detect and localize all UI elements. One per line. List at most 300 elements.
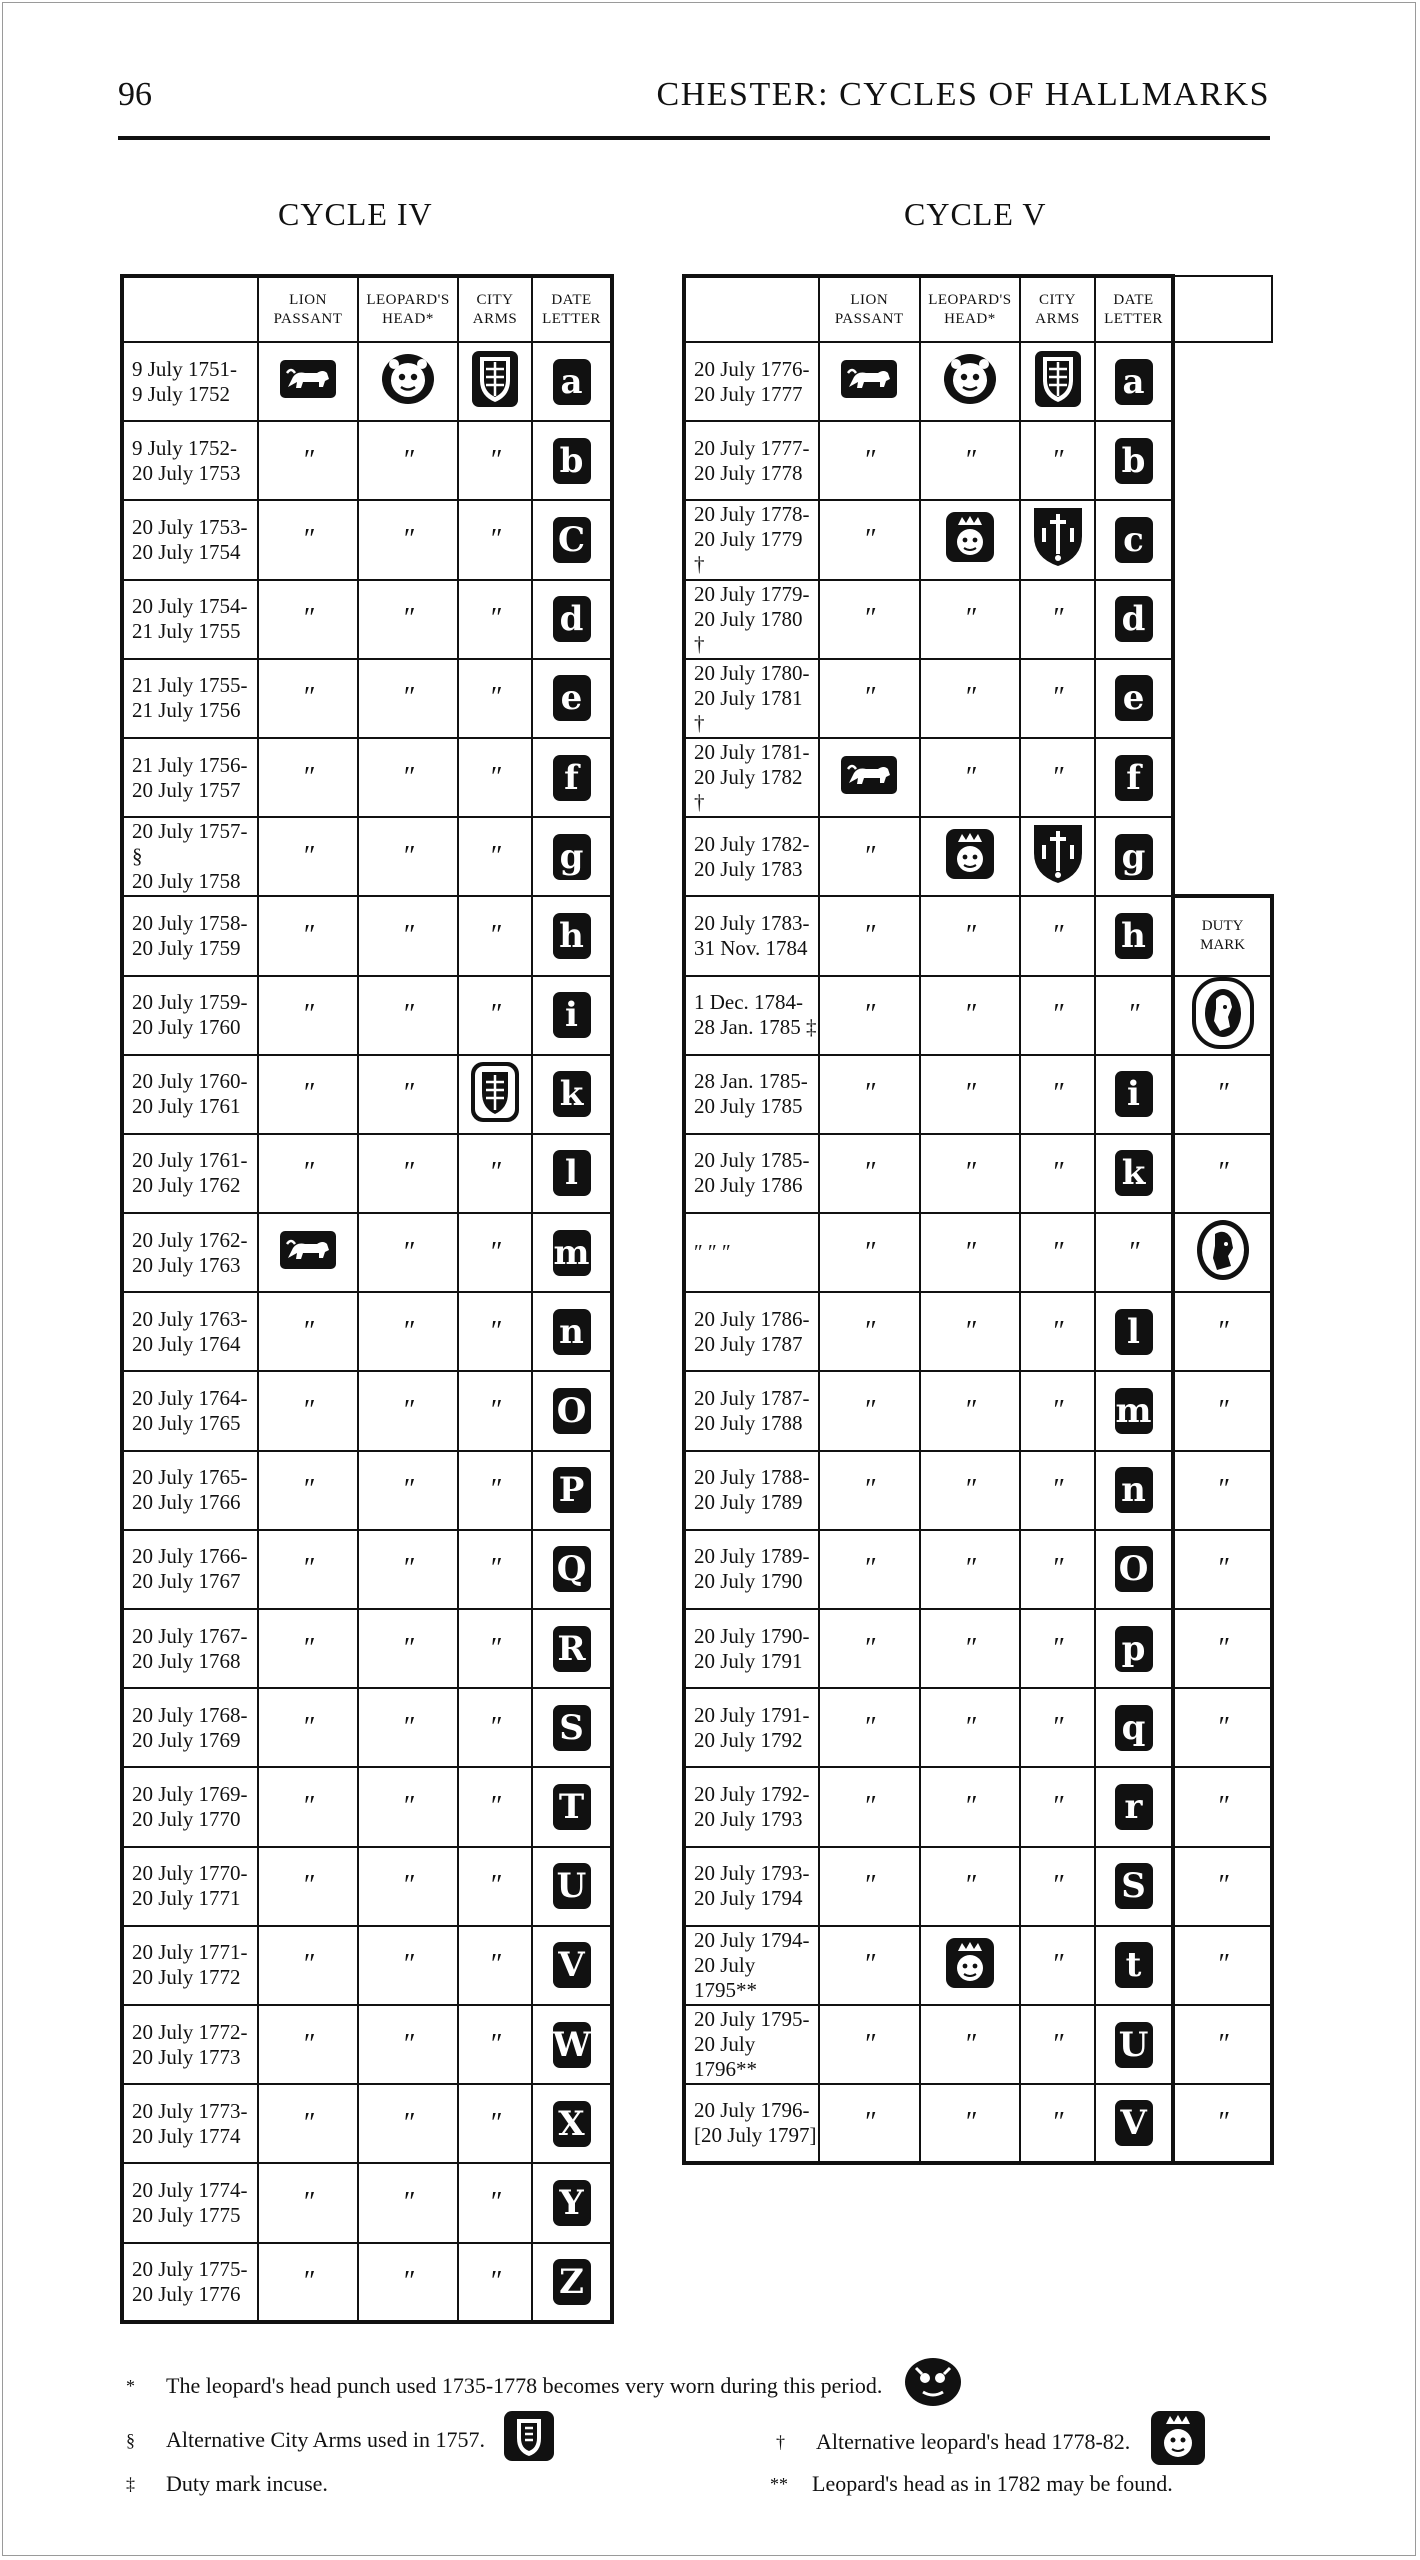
date-range-header (684, 276, 819, 342)
leopards-head-icon (381, 352, 435, 411)
duty-mark-empty (1173, 421, 1272, 500)
date-letter-mark: l (553, 1150, 591, 1196)
date-letter-cell (532, 2084, 612, 2163)
date-letter-mark: m (553, 1230, 591, 1276)
date-range-cell (122, 1371, 258, 1450)
date-range-cell (122, 817, 258, 896)
date-range-text: 20 July 1761- 20 July 1762 (132, 1148, 248, 1198)
date-letter-mark: h (553, 913, 591, 959)
table-row (684, 1847, 1272, 1926)
lion-passant-ditto: ″ (258, 421, 358, 500)
leopards-head-ditto: ″ (920, 1847, 1021, 1926)
leopards-head-ditto: ″ (920, 1688, 1021, 1767)
leopards-head-ditto: ″ (920, 1213, 1021, 1292)
date-range-cell (122, 342, 258, 421)
city-arms-ditto: ″ (1020, 1451, 1095, 1530)
lion-passant-ditto: ″ (258, 1451, 358, 1530)
table-row (122, 1055, 612, 1134)
date-letter-mark: a (553, 359, 591, 405)
date-range-text: ″ ″ ″ (694, 1240, 731, 1265)
date-range-cell (684, 1847, 819, 1926)
table-row (122, 738, 612, 817)
lion-passant-ditto: ″ (258, 817, 358, 896)
cycle-v-table (682, 274, 1274, 2165)
date-letter-mark: R (553, 1626, 591, 1672)
date-letter-mark: t (1115, 1942, 1153, 1988)
date-range-text: 20 July 1787- 20 July 1788 (694, 1386, 810, 1436)
date-letter-cell (532, 342, 612, 421)
leopards-head-ditto: ″ (358, 421, 458, 500)
date-range-cell (122, 2084, 258, 2163)
date-range-cell (122, 896, 258, 975)
table-row (122, 896, 612, 975)
duty-icon (1195, 1218, 1251, 1287)
lion-passant-ditto: ″ (819, 1767, 920, 1846)
duty-mark-empty (1173, 817, 1272, 896)
lion-passant-ditto: ″ (258, 738, 358, 817)
date-range-header (122, 276, 258, 342)
date-letter-mark: n (1115, 1467, 1153, 1513)
date-letter-mark: c (1115, 517, 1153, 563)
date-range-cell (684, 342, 819, 421)
date-letter-cell (1095, 1451, 1174, 1530)
leopards-head-ditto: ″ (358, 817, 458, 896)
date-range-text: 20 July 1753- 20 July 1754 (132, 514, 248, 564)
date-letter-mark: U (553, 1863, 591, 1909)
city-arms-header: CITY ARMS (1020, 276, 1095, 342)
city-arms-ditto: ″ (458, 421, 532, 500)
lion-passant-ditto: ″ (258, 1134, 358, 1213)
date-letter-mark: Y (553, 2180, 591, 2226)
date-letter-mark: i (1115, 1071, 1153, 1117)
lion-passant-ditto: ″ (258, 1609, 358, 1688)
date-range-cell (684, 659, 819, 738)
lion-passant-icon (840, 359, 898, 404)
duty-mark-ditto: ″ (1173, 1371, 1272, 1450)
leopards-head-ditto: ″ (358, 1371, 458, 1450)
city-arms-ditto: ″ (458, 1609, 532, 1688)
city-arms-ditto: ″ (458, 817, 532, 896)
date-range-cell (122, 500, 258, 579)
leopards-head-ditto: ″ (358, 1055, 458, 1134)
date-letter-cell (1095, 2084, 1174, 2163)
footnote-mark: § (126, 2429, 135, 2450)
duty-mark-ditto: ″ (1173, 1767, 1272, 1846)
city-arms-ditto: ″ (1020, 1767, 1095, 1846)
date-range-text: 9 July 1752- 20 July 1753 (132, 435, 241, 485)
city-arms-ditto: ″ (458, 738, 532, 817)
date-letter-mark: l (1115, 1309, 1153, 1355)
city-arms-ditto: ″ (458, 659, 532, 738)
date-letter-cell (1095, 817, 1174, 896)
date-letter-header: DATE LETTER (1095, 276, 1174, 342)
date-letter-mark: b (553, 438, 591, 484)
lion-passant-icon (279, 359, 337, 404)
footnote-mark: † (776, 2431, 785, 2452)
table-row (684, 1688, 1272, 1767)
date-range-cell (684, 976, 819, 1055)
date-range-text: 20 July 1781- 20 July 1782 † (694, 740, 810, 815)
date-range-text: 21 July 1755- 21 July 1756 (132, 673, 248, 723)
date-range-text: 9 July 1751- 9 July 1752 (132, 356, 237, 406)
duty-mark-ditto: ″ (1173, 1134, 1272, 1213)
leopards-head-cell (920, 342, 1021, 421)
date-letter-mark: k (553, 1071, 591, 1117)
lion-passant-ditto: ″ (819, 896, 920, 975)
table-row (684, 1609, 1272, 1688)
date-letter-mark: r (1115, 1784, 1153, 1830)
lion-passant-ditto: ″ (819, 1292, 920, 1371)
date-letter-mark: X (553, 2101, 591, 2147)
date-range-text: 20 July 1792- 20 July 1793 (694, 1781, 810, 1831)
footnote-text: Duty mark incuse. (166, 2471, 328, 2496)
city-arms-cell (1020, 500, 1095, 579)
leopards-head-ditto: ″ (920, 421, 1021, 500)
city-arms-ditto: ″ (458, 580, 532, 659)
date-letter-cell (532, 1451, 612, 1530)
leopards-head-ditto: ″ (358, 1688, 458, 1767)
leopards-head-cell (358, 342, 458, 421)
date-range-text: 20 July 1765- 20 July 1766 (132, 1465, 248, 1515)
date-letter-mark: e (1115, 675, 1153, 721)
table-row (122, 1767, 612, 1846)
table-row (684, 738, 1272, 817)
leopards-head-ditto: ″ (920, 1530, 1021, 1609)
lion-passant-ditto: ″ (258, 2005, 358, 2084)
table-row (684, 342, 1272, 421)
city-arms-icon (471, 350, 519, 413)
city-arms-ditto: ″ (1020, 421, 1095, 500)
leopards-head-icon (943, 352, 997, 411)
crowned-leopards-head-icon (945, 511, 995, 568)
date-letter-cell (1095, 1055, 1174, 1134)
date-letter-cell (1095, 500, 1174, 579)
city-arms-ditto: ″ (1020, 1688, 1095, 1767)
date-letter-mark: q (1115, 1705, 1153, 1751)
footnote-text: Alternative leopard's head 1778-82. (816, 2428, 1131, 2454)
date-letter-cell (532, 421, 612, 500)
footnote-mark: ** (770, 2474, 788, 2494)
date-range-text: 20 July 1795- 20 July 1796** (694, 2007, 810, 2082)
date-range-text: 20 July 1796- [20 July 1797] (694, 2098, 817, 2148)
lion-passant-header: LION PASSANT (819, 276, 920, 342)
date-letter-cell (1095, 659, 1174, 738)
city-arms-ditto: ″ (1020, 1926, 1095, 2005)
leopards-head-ditto: ″ (920, 1371, 1021, 1450)
lion-passant-header: LION PASSANT (258, 276, 358, 342)
date-range-cell (684, 1371, 819, 1450)
crowned-leopards-head-icon (945, 828, 995, 885)
leopards-head-ditto: ″ (920, 738, 1021, 817)
date-range-text: 20 July 1769- 20 July 1770 (132, 1781, 248, 1831)
city-arms-ditto: ″ (458, 1213, 532, 1292)
date-letter-mark: V (553, 1942, 591, 1988)
city-arms-ditto: ″ (1020, 1292, 1095, 1371)
date-letter-mark: Z (553, 2259, 591, 2305)
leopards-head-ditto: ″ (358, 2084, 458, 2163)
leopards-head-ditto: ″ (358, 1292, 458, 1371)
table-row (122, 2005, 612, 2084)
table-row (684, 817, 1272, 896)
table-row (684, 896, 1272, 975)
table-row (684, 1530, 1272, 1609)
city-arms-ditto: ″ (458, 1767, 532, 1846)
date-range-text: 20 July 1778- 20 July 1779 † (694, 502, 810, 577)
city-arms-ditto: ″ (458, 2243, 532, 2322)
running-head: CHESTER: CYCLES OF HALLMARKS (656, 76, 1270, 113)
lion-passant-icon (840, 755, 898, 800)
date-range-text: 20 July 1757-§ 20 July 1758 (132, 819, 248, 894)
date-range-text: 20 July 1776- 20 July 1777 (694, 356, 810, 406)
date-letter-cell (1095, 1292, 1174, 1371)
lion-passant-ditto: ″ (819, 421, 920, 500)
date-letter-cell (532, 1767, 612, 1846)
duty-mark-ditto: ″ (1173, 1847, 1272, 1926)
date-letter-cell (1095, 421, 1174, 500)
lion-passant-ditto: ″ (819, 580, 920, 659)
city-arms-ditto: ″ (458, 1847, 532, 1926)
city-arms-ditto: ″ (1020, 738, 1095, 817)
table-row (122, 659, 612, 738)
date-range-cell (122, 659, 258, 738)
leopards-head-ditto: ″ (920, 2084, 1021, 2163)
table-row (684, 1055, 1272, 1134)
date-range-text: 20 July 1773- 20 July 1774 (132, 2098, 248, 2148)
alt-crowned-leopards-head-icon (1150, 2410, 1206, 2473)
date-letter-cell (532, 1530, 612, 1609)
duty-mark-ditto: ″ (1173, 1451, 1272, 1530)
date-letter-mark: d (553, 596, 591, 642)
lion-passant-cell (819, 342, 920, 421)
date-range-cell (684, 2084, 819, 2163)
city-arms-ditto: ″ (1020, 1847, 1095, 1926)
city-arms-ditto: ″ (458, 2163, 532, 2242)
duty-mark-spacer (1173, 276, 1272, 342)
lion-passant-ditto: ″ (819, 1530, 920, 1609)
date-letter-mark: S (553, 1705, 591, 1751)
lion-passant-ditto: ″ (819, 1688, 920, 1767)
table-row (122, 1292, 612, 1371)
city-arms-ditto: ″ (458, 1530, 532, 1609)
city-arms-ditto: ″ (458, 1451, 532, 1530)
lion-passant-ditto: ″ (258, 500, 358, 579)
leopards-head-ditto: ″ (358, 1530, 458, 1609)
date-range-cell (684, 1134, 819, 1213)
city-arms-cell (458, 342, 532, 421)
date-range-cell (122, 738, 258, 817)
table-row (122, 580, 612, 659)
table-row (122, 1609, 612, 1688)
city-arms-alt-icon (470, 1061, 520, 1128)
date-range-text: 20 July 1762- 20 July 1763 (132, 1227, 248, 1277)
leopards-head-ditto: ″ (358, 1609, 458, 1688)
date-range-text: 20 July 1764- 20 July 1765 (132, 1386, 248, 1436)
date-range-cell (122, 1688, 258, 1767)
lion-passant-ditto: ″ (258, 896, 358, 975)
leopards-head-ditto: ″ (920, 1451, 1021, 1530)
city-arms-ditto: ″ (458, 1292, 532, 1371)
date-letter-cell (532, 1213, 612, 1292)
date-letter-mark: p (1115, 1626, 1153, 1672)
date-letter-mark: O (1115, 1546, 1153, 1592)
duty-mark-ditto: ″ (1173, 1609, 1272, 1688)
leopards-head-ditto: ″ (358, 1451, 458, 1530)
date-range-text: 20 July 1789- 20 July 1790 (694, 1544, 810, 1594)
date-letter-mark: n (553, 1309, 591, 1355)
date-range-cell (684, 1451, 819, 1530)
leopards-head-ditto: ″ (358, 500, 458, 579)
city-arms-ditto: ″ (1020, 1134, 1095, 1213)
leopards-head-ditto: ″ (358, 1213, 458, 1292)
date-range-text: 20 July 1774- 20 July 1775 (132, 2177, 248, 2227)
leopards-head-ditto: ″ (920, 2005, 1021, 2084)
date-letter-cell (1095, 1371, 1174, 1450)
date-range-cell (684, 896, 819, 975)
date-range-text: 20 July 1763- 20 July 1764 (132, 1306, 248, 1356)
date-range-cell (122, 1530, 258, 1609)
date-letter-mark: U (1115, 2022, 1153, 2068)
table-row (122, 1134, 612, 1213)
footnote-section (126, 2410, 555, 2469)
table-row (684, 500, 1272, 579)
date-letter-cell (1095, 1134, 1174, 1213)
date-range-text: 20 July 1790- 20 July 1791 (694, 1623, 810, 1673)
leopards-head-ditto: ″ (358, 659, 458, 738)
leopards-head-ditto: ″ (358, 580, 458, 659)
city-arms-ditto: ″ (1020, 580, 1095, 659)
date-range-cell (684, 1609, 819, 1688)
leopards-head-ditto: ″ (920, 1767, 1021, 1846)
date-range-text: 1 Dec. 1784- 28 Jan. 1785 ‡ (694, 990, 817, 1040)
lion-passant-ditto: ″ (819, 1134, 920, 1213)
date-range-cell (122, 1609, 258, 1688)
city-arms-ditto: ″ (458, 896, 532, 975)
date-letter-mark: P (553, 1467, 591, 1513)
city-arms-sword-icon (1032, 823, 1084, 890)
lion-passant-ditto: ″ (819, 1213, 920, 1292)
city-arms-ditto: ″ (1020, 976, 1095, 1055)
date-range-text: 20 July 1785- 20 July 1786 (694, 1148, 810, 1198)
date-range-text: 20 July 1791- 20 July 1792 (694, 1702, 810, 1752)
footnote-text: Alternative City Arms used in 1757. (166, 2426, 485, 2452)
date-range-text: 20 July 1780- 20 July 1781 † (694, 660, 810, 735)
table-row (122, 1213, 612, 1292)
city-arms-ditto: ″ (458, 2084, 532, 2163)
date-letter-mark: W (553, 2022, 591, 2068)
date-range-text: 20 July 1782- 20 July 1783 (694, 831, 810, 881)
cycle-iv-table (120, 274, 614, 2324)
date-letter-mark: k (1115, 1150, 1153, 1196)
duty-mark-empty (1173, 500, 1272, 579)
duty-mark-ditto: ″ (1173, 1055, 1272, 1134)
date-range-text: 20 July 1766- 20 July 1767 (132, 1544, 248, 1594)
date-letter-cell (532, 817, 612, 896)
leopards-head-ditto: ″ (358, 2163, 458, 2242)
table-row (684, 1926, 1272, 2005)
date-letter-cell (1095, 580, 1174, 659)
table-row (684, 1292, 1272, 1371)
city-arms-ditto: ″ (1020, 896, 1095, 975)
lion-passant-ditto: ″ (819, 2084, 920, 2163)
duty-mark-empty (1173, 580, 1272, 659)
lion-passant-ditto: ″ (819, 976, 920, 1055)
lion-passant-ditto: ″ (819, 1609, 920, 1688)
cycle-iv-title: CYCLE IV (278, 196, 433, 232)
date-range-text: 20 July 1767- 20 July 1768 (132, 1623, 248, 1673)
duty-mark-header (1173, 896, 1272, 975)
leopards-head-ditto: ″ (358, 896, 458, 975)
duty-mark-empty (1173, 659, 1272, 738)
date-range-cell (684, 1767, 819, 1846)
date-letter-ditto: ″ (1095, 976, 1174, 1055)
duty-mark-ditto: ″ (1173, 2084, 1272, 2163)
lion-passant-ditto: ″ (258, 659, 358, 738)
date-letter-cell (1095, 1530, 1174, 1609)
lion-passant-cell (258, 342, 358, 421)
city-arms-ditto: ″ (458, 1134, 532, 1213)
city-arms-icon (1034, 350, 1082, 413)
date-letter-mark: m (1115, 1388, 1153, 1434)
worn-leopards-head-icon (904, 2356, 962, 2415)
leopards-head-ditto: ″ (358, 1926, 458, 2005)
leopards-head-header: LEOPARD'S HEAD* (920, 276, 1021, 342)
table-row (684, 659, 1272, 738)
lion-passant-ditto: ″ (258, 1371, 358, 1450)
date-letter-cell (532, 580, 612, 659)
leopards-head-ditto: ″ (920, 580, 1021, 659)
date-range-cell (684, 421, 819, 500)
lion-passant-ditto: ″ (819, 1451, 920, 1530)
date-letter-mark: h (1115, 913, 1153, 959)
lion-passant-ditto: ″ (819, 1371, 920, 1450)
table-row (122, 817, 612, 896)
date-range-text: 20 July 1786- 20 July 1787 (694, 1306, 810, 1356)
duty-mark-header-text: DUTY MARK (1200, 918, 1246, 954)
date-range-cell (684, 1530, 819, 1609)
lion-passant-icon (279, 1230, 337, 1275)
date-range-cell (684, 1292, 819, 1371)
date-letter-mark: g (1115, 834, 1153, 880)
lion-passant-ditto: ″ (258, 976, 358, 1055)
city-arms-ditto: ″ (458, 1926, 532, 2005)
date-range-text: 21 July 1756- 20 July 1757 (132, 752, 248, 802)
lion-passant-ditto: ″ (819, 659, 920, 738)
city-arms-ditto: ″ (458, 500, 532, 579)
date-letter-cell (532, 896, 612, 975)
date-range-cell (684, 1055, 819, 1134)
lion-passant-ditto: ″ (819, 1055, 920, 1134)
leopards-head-cell (920, 500, 1021, 579)
table-row (684, 421, 1272, 500)
date-range-text: 20 July 1779- 20 July 1780 † (694, 581, 810, 656)
table-row (684, 1213, 1272, 1292)
duty-mark-cell (1173, 1213, 1272, 1292)
date-letter-cell (532, 1292, 612, 1371)
lion-passant-ditto: ″ (819, 1847, 920, 1926)
date-letter-cell (532, 2005, 612, 2084)
table-row (122, 1926, 612, 2005)
date-letter-cell (1095, 1688, 1174, 1767)
date-range-cell (122, 2005, 258, 2084)
table-row (122, 1371, 612, 1450)
leopards-head-ditto: ″ (358, 738, 458, 817)
date-range-cell (684, 1213, 819, 1292)
date-range-cell (684, 500, 819, 579)
leopards-head-ditto: ″ (358, 1767, 458, 1846)
date-range-cell (122, 1134, 258, 1213)
table-row (122, 421, 612, 500)
date-letter-cell (1095, 1609, 1174, 1688)
